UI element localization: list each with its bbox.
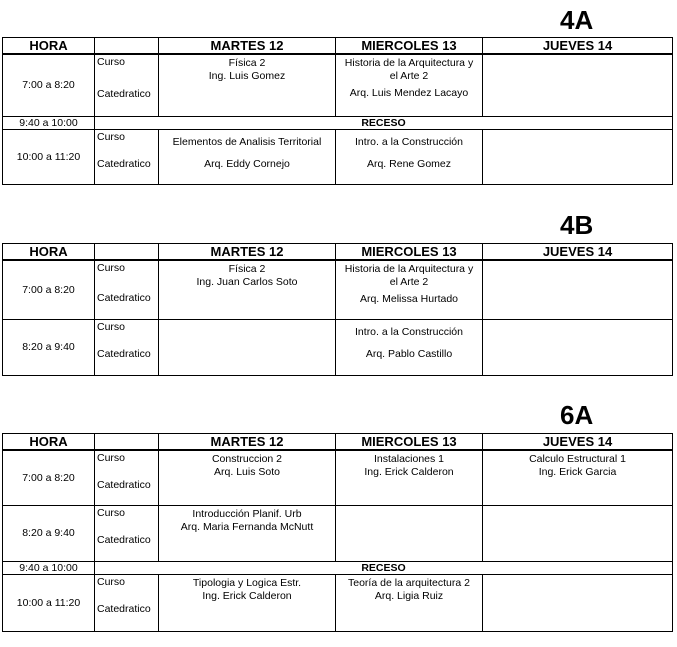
course-name: Historia de la Arquitectura y el Arte 2 — [344, 57, 474, 82]
teacher-name: Arq. Ligia Ruiz — [374, 589, 444, 602]
teacher-name: Arq. Luis Soto — [214, 466, 280, 478]
teacher-name: Ing. Erick Garcia — [538, 466, 617, 478]
teacher-name: Ing. Juan Carlos Soto — [196, 276, 298, 288]
recess-time: 9:40 a 10:00 — [3, 116, 95, 129]
schedule-table-6a — [2, 433, 673, 632]
course-cell — [159, 260, 336, 319]
header-martes: MARTES 12 — [159, 434, 336, 451]
course-name — [483, 320, 672, 322]
curso-label: Curso — [97, 130, 126, 143]
table-row — [3, 450, 673, 505]
course-cell — [336, 574, 483, 631]
course-name: Introducción Planif. Urb — [192, 507, 302, 520]
catedratico-label: Catedratico — [97, 602, 151, 615]
curso-label: Curso — [97, 262, 126, 274]
course-name: Física 2 — [228, 57, 266, 69]
course-cell — [483, 450, 673, 505]
schedule-table-4a — [2, 37, 673, 185]
label-cell — [95, 319, 159, 375]
course-cell — [336, 450, 483, 505]
teacher-name: Ing. Luis Gomez — [208, 70, 286, 82]
header-row — [3, 434, 673, 451]
header-jueves: JUEVES 14 — [483, 244, 673, 261]
course-cell — [336, 505, 483, 561]
recess-time: 9:40 a 10:00 — [3, 561, 95, 574]
header-jueves: JUEVES 14 — [483, 38, 673, 55]
section-title: 4A — [560, 5, 594, 35]
course-name: Calculo Estructural 1 — [529, 453, 626, 465]
time-cell: 7:00 a 8:20 — [3, 54, 95, 116]
table-row — [3, 574, 673, 631]
course-name — [483, 506, 672, 508]
course-name: Historia de la Arquitectura y el Arte 2 — [344, 263, 474, 288]
course-cell — [159, 54, 336, 116]
teacher-name: Arq. Luis Mendez Lacayo — [349, 87, 469, 99]
course-name: Construccion 2 — [211, 453, 283, 465]
catedratico-label: Catedratico — [97, 533, 151, 546]
course-cell — [483, 260, 673, 319]
course-cell — [336, 319, 483, 375]
header-hora: HORA — [3, 244, 95, 261]
label-cell — [95, 505, 159, 561]
course-cell — [159, 505, 336, 561]
label-cell — [95, 450, 159, 505]
label-cell — [95, 574, 159, 631]
time-cell: 7:00 a 8:20 — [3, 450, 95, 505]
course-cell — [483, 574, 673, 631]
catedratico-label: Catedratico — [97, 88, 151, 100]
course-name — [159, 320, 335, 322]
course-cell — [336, 129, 483, 184]
curso-label: Curso — [97, 452, 126, 464]
time-cell: 7:00 a 8:20 — [3, 260, 95, 319]
teacher-name: Ing. Erick Calderon — [202, 589, 292, 602]
time-cell: 10:00 a 11:20 — [3, 574, 95, 631]
time-cell: 8:20 a 9:40 — [3, 505, 95, 561]
catedratico-label: Catedratico — [97, 157, 151, 170]
teacher-name: Arq. Pablo Castillo — [365, 347, 453, 360]
course-cell — [159, 319, 336, 375]
curso-label: Curso — [97, 506, 126, 519]
course-cell — [159, 574, 336, 631]
time-cell: 8:20 a 9:40 — [3, 319, 95, 375]
table-row — [3, 54, 673, 116]
curso-label: Curso — [97, 56, 126, 68]
header-row — [3, 38, 673, 55]
schedule-table-4b — [2, 243, 673, 376]
curso-label: Curso — [97, 575, 126, 588]
teacher-name: Arq. Rene Gomez — [366, 157, 452, 170]
teacher-name: Ing. Erick Calderon — [364, 466, 454, 478]
section-title: 4B — [560, 210, 594, 240]
course-name: Intro. a la Construcción — [355, 325, 463, 338]
header-hora: HORA — [3, 434, 95, 451]
course-cell — [483, 129, 673, 184]
recess-label: RECESO — [95, 561, 673, 574]
table-row — [3, 505, 673, 561]
time-cell: 10:00 a 11:20 — [3, 129, 95, 184]
course-cell — [483, 54, 673, 116]
course-cell — [483, 505, 673, 561]
header-blank — [95, 244, 159, 261]
header-blank — [95, 38, 159, 55]
teacher-name: Arq. Maria Fernanda McNutt — [180, 520, 314, 533]
course-name — [483, 130, 672, 132]
course-name: Intro. a la Construcción — [355, 135, 463, 148]
teacher-name: Arq. Eddy Cornejo — [204, 157, 290, 170]
header-jueves: JUEVES 14 — [483, 434, 673, 451]
label-cell — [95, 129, 159, 184]
course-name: Elementos de Analisis Territorial — [172, 135, 322, 148]
course-cell — [483, 319, 673, 375]
course-name — [483, 575, 672, 577]
header-hora: HORA — [3, 38, 95, 55]
section-title: 6A — [560, 400, 594, 430]
course-name: Física 2 — [228, 263, 266, 275]
course-name: Teoría de la arquitectura 2 — [348, 576, 470, 589]
header-martes: MARTES 12 — [159, 244, 336, 261]
teacher-name: Arq. Melissa Hurtado — [359, 293, 459, 305]
table-row — [3, 319, 673, 375]
catedratico-label: Catedratico — [97, 347, 151, 360]
course-name — [483, 55, 672, 57]
course-name — [336, 506, 482, 508]
catedratico-label: Catedratico — [97, 292, 151, 304]
course-name: Instalaciones 1 — [373, 453, 445, 465]
header-martes: MARTES 12 — [159, 38, 336, 55]
header-miercoles: MIERCOLES 13 — [336, 434, 483, 451]
header-miercoles: MIERCOLES 13 — [336, 244, 483, 261]
catedratico-label: Catedratico — [97, 479, 151, 491]
label-cell — [95, 54, 159, 116]
header-row — [3, 244, 673, 261]
course-name: Tipologia y Logica Estr. — [192, 576, 302, 589]
recess-row — [3, 116, 673, 129]
curso-label: Curso — [97, 320, 126, 333]
course-cell — [336, 54, 483, 116]
label-cell — [95, 260, 159, 319]
course-cell — [159, 129, 336, 184]
header-blank — [95, 434, 159, 451]
table-row — [3, 260, 673, 319]
table-row — [3, 129, 673, 184]
recess-row — [3, 561, 673, 574]
course-cell — [159, 450, 336, 505]
header-miercoles: MIERCOLES 13 — [336, 38, 483, 55]
recess-label: RECESO — [95, 116, 673, 129]
course-cell — [336, 260, 483, 319]
course-name — [483, 261, 672, 263]
